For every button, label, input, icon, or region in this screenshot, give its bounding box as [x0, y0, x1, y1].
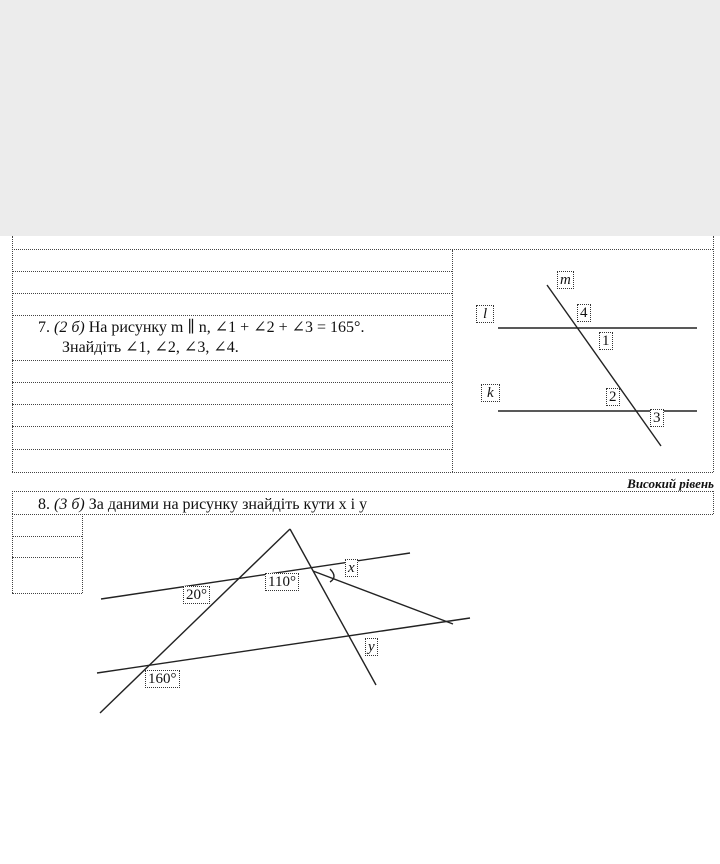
question-7-points: (2 б)	[54, 319, 85, 336]
question-8-text: За даними на рисунку знайдіть кути x і y	[88, 496, 368, 513]
angle-x-arc	[330, 569, 334, 582]
triangle-left-side	[100, 529, 290, 713]
angle-20-label: 20°	[183, 586, 210, 604]
question-7-line2: Знайдіть ∠1, ∠2, ∠3, ∠4.	[62, 339, 239, 356]
label-k: k	[481, 384, 500, 402]
lower-line	[97, 618, 470, 673]
label-m: m	[557, 271, 574, 289]
upper-line	[101, 553, 410, 599]
question-7-number: 7.	[38, 319, 50, 336]
angle-110-label: 110°	[265, 573, 299, 591]
question-8-number: 8.	[38, 496, 50, 513]
transversal-line	[547, 285, 661, 446]
label-1: 1	[599, 332, 613, 350]
figure-7	[498, 285, 697, 446]
label-y: y	[365, 638, 378, 656]
label-3: 3	[650, 409, 664, 427]
angle-160-label: 160°	[145, 670, 180, 688]
label-2: 2	[606, 388, 620, 406]
question-8-points: (3 б)	[54, 496, 85, 513]
level-label: Високий рівень	[627, 476, 714, 491]
triangle-right-side	[290, 529, 376, 685]
question-7-text: На рисунку m ∥ n, ∠1 + ∠2 + ∠3 = 165°.	[88, 319, 365, 336]
label-4: 4	[577, 304, 591, 322]
label-x: x	[345, 559, 358, 577]
label-l: l	[476, 305, 494, 323]
